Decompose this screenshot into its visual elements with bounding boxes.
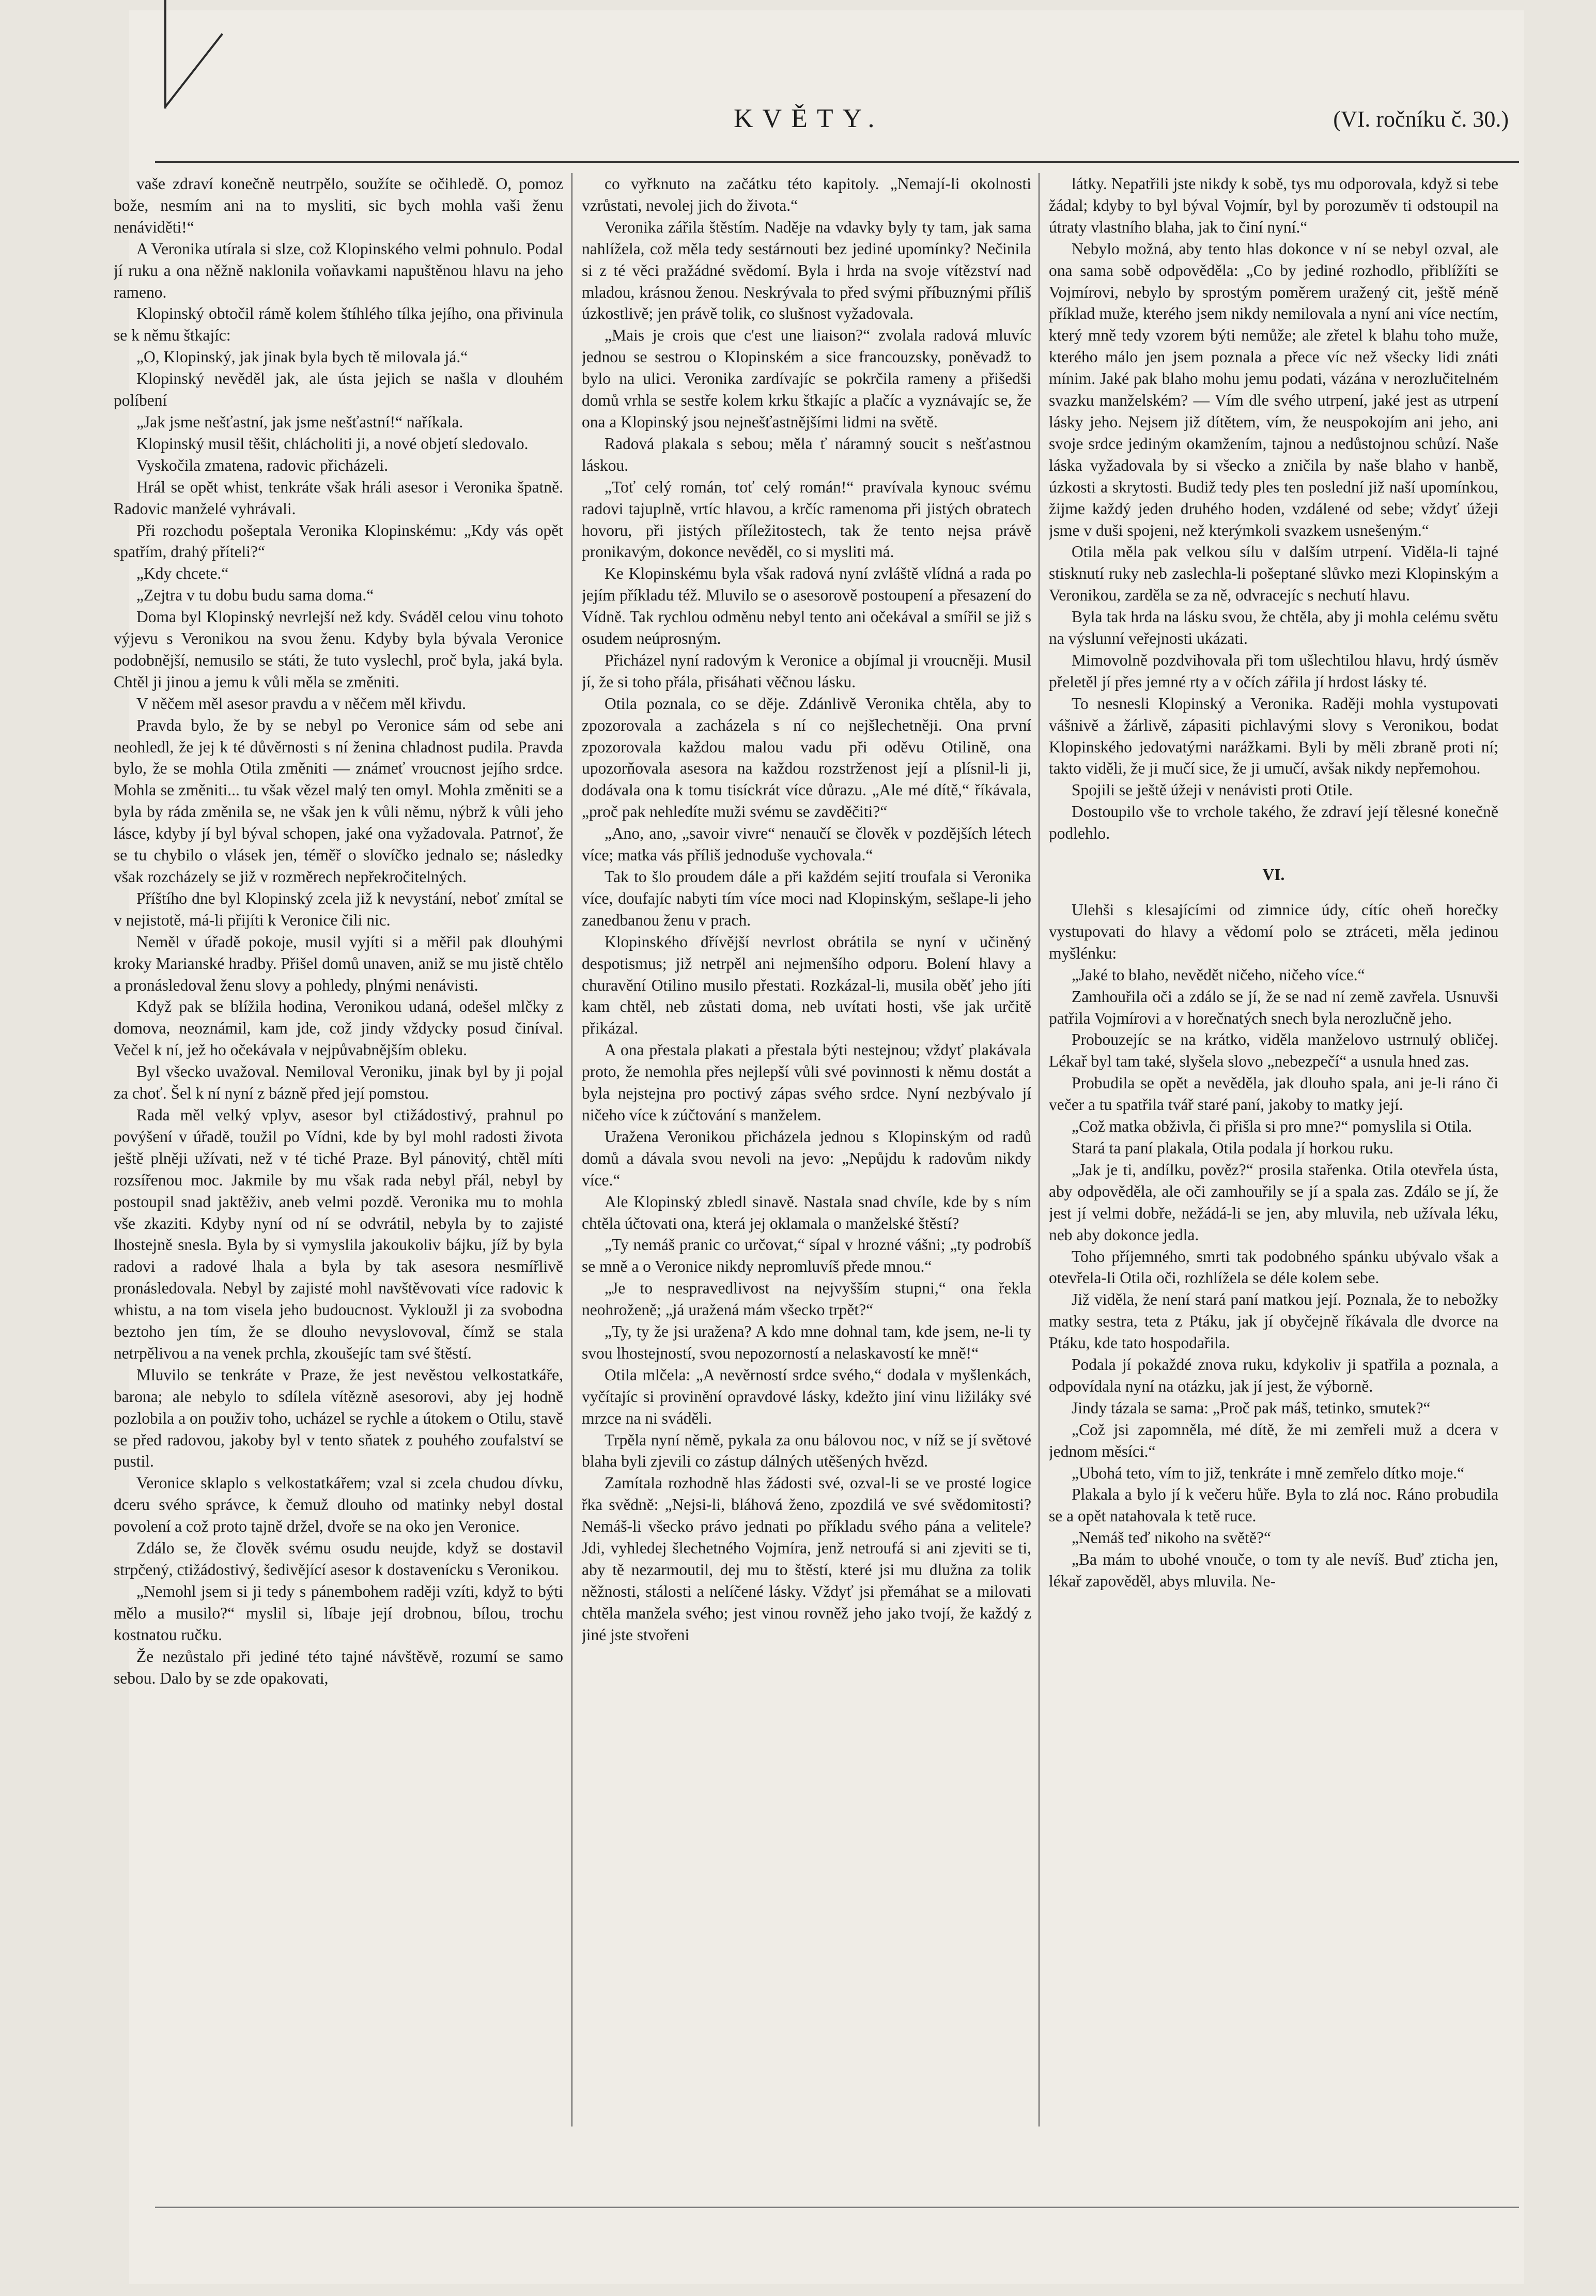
paragraph: „Ty, ty že jsi uražena? A kdo mne dohnal tam, kde jsem, ne-li ty svou lhostejností, svou nepozorností a nelaskavostí ke mně!“ [582,1322,1031,1362]
paragraph: Příštího dne byl Klopinský zcela již k nevystání, neboť zmítal se v nejistotě, má-li přijíti k Veronice čili nic. [114,889,563,929]
paragraph: Podala jí pokaždé znova ruku, kdykoliv ji spatřila a poznala, a odpovídala nyní na otázku, jak jí jest, že výborně. [1049,1355,1498,1395]
paragraph: Neměl v úřadě pokoje, musil vyjíti si a měřil pak dlouhými kroky Marianské hradby. Přišel domů unaven, aniž se mu jistě chtělo a pronásledoval ženu slovy a pohledy, plnými nenávisti. [114,932,563,994]
paragraph: „Což jsi zapomněla, mé dítě, že mi zemřeli muž a dcera v jednom měsíci.“ [1049,1420,1498,1460]
paragraph: vaše zdraví konečně neutrpělo, soužíte se očihledě. O, pomoz bože, nesmím ani na to mysliti, sic bych mohla vaši ženu nenáviděti!“ [114,175,563,236]
paragraph: A Veronika utírala si slze, což Klopinského velmi pohnulo. Podal jí ruku a ona něžně naklonila voňavkami napuštěnou hlavu na jeho rameno. [114,239,563,301]
paragraph: Zdálo se, že člověk svému osudu neujde, když se dostavil strpčený, ctižádostivý, šedivějící asesor k dostavenícku s Veronikou. [114,1539,563,1579]
paragraph: „Kdy chcete.“ [136,564,229,583]
paragraph: Klopinský obtočil rámě kolem štíhlého tílka jejího, ona přivinula se k němu štkajíc: [114,304,563,345]
paragraph: Mluvilo se tenkráte v Praze, že jest nevěstou velkostatkáře, barona; ale nebylo to sdílela vítězně asesorovi, aby jej hodně pozlobila a on použiv toho, ucházel se rychle a útokem o Otilu, stavě se před radovou, jakoby byl v tento sňatek z pouhého zoufalství se pustil. [114,1365,563,1471]
paragraph: Dostoupilo vše to vrchole takého, že zdraví její tělesné konečně podlehlo. [1049,803,1498,843]
paragraph: Trpěla nyní němě, pykala za onu bálovou noc, v níž se jí světové blaha byli zjevili co zástup dálných utěšených hvězd. [582,1430,1031,1471]
column-3 [1049,173,1498,2127]
footer-rule [155,2207,1519,2208]
masthead: KVĚTY. [734,104,884,133]
paragraph: „Nemáš teď nikoho na světě?“ [1072,1529,1271,1547]
paragraph: Radová plakala s sebou; měla ť náramný soucit s nešťastnou láskou. [582,434,1031,474]
paragraph: Pravda bylo, že by se nebyl po Veronice sám od sebe ani neohledl, že jej k té důvěrnosti s ní ženina chladnost pudila. Pravda bylo, že se mohla Otila změniti — známeť vroucnost jejího srdce. Mohla se změniti... tu však vězel malý ten omyl. Mohla změniti se a byla by ráda změnila se, ne však jen k vůli němu, nýbrž k vůli jeho lásce, kdyby jí byl býval schopen, jaké ona vyžadovala. Patrnoť, že se tu chybilo o vlásek jen, téměř o slovíčko jednalo se; následky však rozcházely se již v rozměrech nepřekročitelných. [114,716,563,886]
paragraph: Když pak se blížila hodina, Veronikou udaná, odešel mlčky z domova, neoznámil, kam jde, což jindy vždycky posud činíval. Večel k ní, jež ho očekávala v nejpůvabnějším obleku. [114,997,563,1059]
paragraph: Tak to šlo proudem dále a při každém sejití troufala si Veronika více, doufajíc nabyti tím více moci nad Klopinským, sešlape-li jeho zanedbanou ženu v prach. [582,868,1031,929]
column-divider [571,173,572,2127]
paragraph: Zamhouřila oči a zdálo se jí, že se nad ní země zavřela. Usnuvši patřila Vojmírovi a v horečnatých snech byla nerozlučně jeho. [1049,987,1498,1027]
column-divider [1039,173,1040,2127]
paragraph: „Ty nemáš pranic co určovat,“ sípal v hrozné vášni; „ty podrobíš se mně a o Veronice nikdy nepromluvíš přede mnou.“ [582,1236,1031,1276]
paragraph: „Ano, ano, „savoir vivre“ nenaučí se člověk v pozdějších létech více; matka vás příliš jednoduše vychovala.“ [582,824,1031,865]
paragraph: „Jaké to blaho, nevědět ničeho, ničeho více.“ [1072,965,1365,984]
paragraph: Toho příjemného, smrti tak podobného spánku ubývalo však a otevřela-li Otila oči, rozhlížela se déle kolem sebe. [1049,1247,1498,1287]
paragraph: Mimovolně pozdvihovala při tom ušlechtilou hlavu, hrdý úsměv přeletěl jí přes jemné rty a v očích zářila jí hrdost lásky té. [1049,651,1498,691]
paragraph: Spojili se ještě úžeji v nenávisti proti Otile. [1072,781,1353,799]
paragraph: Plakala a bylo jí k večeru hůře. Byla to zlá noc. Ráno probudila se a opět natahovala k tetě ruce. [1049,1485,1498,1525]
paragraph: Hrál se opět whist, tenkráte však hráli asesor i Veronika špatně. Radovic manželé vyhrávali. [114,477,563,518]
paragraph: Ulehši s klesajícími od zimnice údy, cítíc oheň horečky vystupovati do hlavy a vědomí polo se ztráceti, měla jedinou myšlénku: [1049,901,1498,962]
paragraph: Probudila se opět a nevěděla, jak dlouho spala, ani je-li ráno či večer a tu spatřila tvář staré paní, jakoby to matky její. [1049,1074,1498,1114]
paragraph: Veronice sklaplo s velkostatkářem; vzal si zcela chudou dívku, dceru svého správce, k čemuž dlouho od matinky nebyl dostal povolení a což proto tajně držel, dvoře se na oko jen Veronice. [114,1474,563,1536]
paragraph: A ona přestala plakati a přestala býti nestejnou; vždyť plakávala proto, že nemohla přes nejlepší vůli své povinnosti k němu dostát a byla nejstejna pro poctivý zápas svého srdce. Nyní nezbývalo jí ničeho více k zúčtování s manželem. [582,1041,1031,1124]
paragraph: Že nezůstalo při jediné této tajné návštěvě, rozumí se samo sebou. Dalo by se zde opakovati, [114,1647,563,1687]
paragraph: Byl všecko uvažoval. Nemiloval Veroniku, jinak byl by ji pojal za choť. Šel k ní nyní z bázně před její pomstou. [114,1062,563,1103]
paragraph: „Jak jsme nešťastní, jak jsme nešťastní!“ naříkala. [136,412,463,431]
paragraph: Uražena Veronikou přicházela jednou s Klopinským od radů domů a dávala svou nevoli na jevo: „Nepůjdu k radovům nikdy více.“ [582,1127,1031,1189]
paragraph: „Ba mám to ubohé vnouče, o tom ty ale nevíš. Buď zticha jen, lékař zapověděl, abys mluvila. Ne- [1049,1550,1498,1591]
section-heading: VI. [1262,866,1285,884]
page-header [176,103,1519,150]
paragraph: „Ubohá teto, vím to již, tenkráte i mně zemřelo dítko moje.“ [1072,1463,1465,1482]
paragraph: „Což matka obživla, či přišla si pro mne?“ pomyslila si Otila. [1072,1117,1473,1136]
paragraph: Otila poznala, co se děje. Zdánlivě Veronika chtěla, aby to zpozorovala a zacházela s ní co nejšlechetněji. Ona první zpozorovala každou malou vadu při oděvu Otilině, ona upozorňovala asesora na každou rozstrženost její a plísnil-li ji, dodávala ona k tomu tisíckrát více důrazu. „Ale mé dítě,“ říkávala, „proč pak nehledíte muži svému se zavděčiti?“ [582,694,1031,821]
paragraph: To nesnesli Klopinský a Veronika. Raději mohla vystupovati vášnivě a žárlivě, zápasiti pichlavými slovy s Veronikou, bodat Klopinského jedovatými narážkami. Byli by měli zbraně proti ní; takto viděli, že ji mučí sice, že ji umučí, avšak nikdy nepřemohou. [1049,694,1498,778]
issue-label: (VI. ročníku č. 30.) [1333,106,1509,132]
paragraph: Přicházel nyní radovým k Veronice a objímal ji vroucněji. Musil jí, že si toho přála, přisáhati věčnou lásku. [582,651,1031,691]
page-edge-rule [164,0,166,109]
paragraph: Klopinský musil těšit, chlácholiti ji, a nové objetí sledovalo. [136,434,529,453]
paragraph: „Je to nespravedlivost na nejvyšším stupni,“ ona řekla neohroženě; „já uražená mám všecko trpět?“ [582,1279,1031,1319]
paragraph: Při rozchodu pošeptala Veronika Klopinskému: „Kdy vás opět spatřím, drahý příteli?“ [114,521,563,561]
paragraph: Nebylo možná, aby tento hlas dokonce v ní se nebyl ozval, ale ona sama sobě odpověděla: „Co by jediné rozhodlo, přiblížíti se Vojmírovi, nebylo by sprostým poměrem uražený cit, ještě méně příklad muže, kterého jsem nikdy nemilovala a nyní ani více nectím, který mně tedy vzorem býti nemůže; ale zřetel k blahu toho muže, kterého málo jen jsem poznala a přece víc než všecky lidi znáti mínim. Jaké pak blaho mohu jemu podati, vázána v nerozlučitelném svazku manželském? — Vím dle svého utrpení, jaké jest as utrpení lásky jeho. Nejsem již dítětem, vím, že neuspokojím ani jeho, ani svoje srdce jediným okamžením, tajnou a nedůstojnou schůzí. Naše láska vyžadovala by si všecko a zničila by naše blaho v hanbě, úzkosti a skrytosti. Budiž tedy ples ten poslední již naší upomínkou, žijme každý jeden druhého hoden, vzdálené od sebe; vždyť úžeji jsme v duši spojeni, než kterýmkoli svazkem usnešeným.“ [1049,239,1498,540]
article-columns [114,173,1509,2127]
paragraph: Otila měla pak velkou sílu v dalším utrpení. Viděla-li tajné stisknutí ruky neb zaslechla-li pošeptané slůvko mezi Klopinským a Veronikou, zarděla se za ně, odvracejíc s nechutí hlavu. [1049,543,1498,605]
paragraph: Otila mlčela: „A nevěrností srdce svého,“ dodala v myšlenkách, vyčítajíc si provinění opravdové lásky, kdežto jiní vinu ližiláky své mrzce na ni sváděli. [582,1365,1031,1427]
paragraph: Probouzejíc se na krátko, viděla manželovo ustrnulý obličej. Lékař byl tam také, slyšela slovo „nebezpečí“ a usnula hned zas. [1049,1030,1498,1071]
paragraph: Ke Klopinskému byla však radová nyní zvláště vlídná a rada po jejím příkladu též. Mluvilo se o asesorově postoupení a přesazení do Vídně. Tak rychlou odměnu nebyl tento ani očekával a smířil se již s osudem neúprosným. [582,564,1031,648]
paragraph: „Nemohl jsem si ji tedy s pánembohem raději vzíti, když to býti mělo a musilo?“ myslil si, líbaje její drobnou, bílou, trochu kostnatou ručku. [114,1582,563,1644]
paragraph: Klopinského dřívější nevrlost obrátila se nyní v učiněný despotismus; již netrpěl ani nejmenšího odporu. Bolení hlavy a churavění Otilino musilo přestati. Rozkázal-li, musila oběť jeho jíti kam chtěl, neb zůstati doma, neb uvítati hosti, vše jak určitě přikázal. [582,932,1031,1038]
paragraph: Klopinský nevěděl jak, ale ústa jejich se našla v dlouhém políbení [114,369,563,410]
paragraph: Doma byl Klopinský nevrlejší než kdy. Sváděl celou vinu tohoto výjevu s Veronikou na svou ženu. Kdyby byla bývala Veronice podobnější, nemusilo se státi, že tuto vyslechl, proč byla, jaká byla. Chtěl ji jinou a jemu k vůli měla se změniti. [114,608,563,691]
paragraph: Již viděla, že není stará paní matkou její. Poznala, že to nebožky matky sestra, teta z Ptáku, jak jí obyčejně říkávala dle dvorce na Ptáku, kde tato hospodařila. [1049,1290,1498,1352]
paragraph: Vyskočila zmatena, radovic přicházeli. [136,456,389,474]
paragraph: „Jak je ti, andílku, pověz?“ prosila stařenka. Otila otevřela ústa, aby odpověděla, ale oči zamhouřily se jí a spala zas. Zdálo se jí, že jest jí velmi dobře, nežádá-li se jen, aby mluvila, neb užívala léku, neb aby dokonce jedla. [1049,1160,1498,1244]
paragraph: „O, Klopinský, jak jinak byla bych tě milovala já.“ [136,348,468,366]
header-rule [155,161,1519,163]
paragraph: Zamítala rozhodně hlas žádosti své, ozval-li se ve prosté logice řka svědně: „Nejsi-li, bláhová ženo, zpozdilá ve své svědomitosti? Nemáš-li všecko právo jednati po příkladu svého pána a velitele? Jdi, vyhledej šlechetného Vojmíra, jenž netroufá si ani zjeviti se ti, aby tě nezarmoutil, dej mu to štěstí, které jsi mu dlužna za tolik něžnosti, stálosti a nelíčené lásky. Vždyť jsi přemáhat se a milovati chtěla manžela svého; jest vinou rovněž jeho jako tvojí, že každý z jiné jste stvořeni [582,1474,1031,1644]
paragraph: látky. Nepatřili jste nikdy k sobě, tys mu odporovala, když si tebe žádal; kdyby to byl býval Vojmír, byl by porozuměv ti odstoupil na útraty vlastního blaha, jak to činí nyní.“ [1049,175,1498,236]
paragraph: „Mais je crois que c'est une liaison?“ zvolala radová mluvíc jednou se sestrou o Klopinském a sice francouzsky, poněvadž to bylo na ulici. Veronika zardívajíc se pokrčila rameny a přišedši domů vrhla se sestře kolem krku štkajíc a plačíc a vyznávajíc se, že ona a Klopinský jsou nejnešťastnějšími lidmi na světě. [582,326,1031,431]
paragraph: Ale Klopinský zbledl sinavě. Nastala snad chvíle, kde by s ním chtěla účtovati ona, která jej oklamala o manželské štěstí? [582,1192,1031,1232]
paragraph: „Zejtra v tu dobu budu sama doma.“ [136,586,374,605]
column-1 [114,173,563,2127]
column-2 [582,173,1031,2127]
paragraph: co vyřknuto na začátku této kapitoly. „Nemají-li okolnosti vzrůstati, nevolej jich do života.“ [582,175,1031,214]
paragraph: Jindy tázala se sama: „Proč pak máš, tetinko, smutek?“ [1072,1398,1431,1417]
paragraph: V něčem měl asesor pravdu a v něčem měl křivdu. [136,694,466,713]
paragraph: Byla tak hrda na lásku svou, že chtěla, aby ji mohla celému světu na výslunní veřejnosti ukázati. [1049,608,1498,648]
paragraph: Veronika zářila štěstím. Naděje na vdavky byly ty tam, jak sama nahlížela, což měla tedy sestárnouti bez jediné upomínky? Nečinila si z té věci pražádné svědomí. Byla i hrda na svoje vítězství nad mladou, krásnou ženou. Neskrývala to před svými příbuznými příliš úzkostlivě; jen právě tolik, co slušnost vyžadovala. [582,218,1031,323]
paragraph: „Toť celý román, toť celý román!“ pravívala kynouc svému radovi tajuplně, vrtíc hlavou, a krčíc ramenoma při jistých obratech hovoru, při jistých příležitostech, tak že tento nejsa právě pronikavým, dokonce nevěděl, co si mysliti má. [582,477,1031,561]
paragraph: Stará ta paní plakala, Otila podala jí horkou ruku. [1072,1138,1393,1157]
paragraph: Rada měl velký vplyv, asesor byl ctižádostivý, prahnul po povýšení v úřadě, toužil po Vídni, kde by byl mohl radosti života ještě plněji užívati, než v té tiché Praze. Byl pánovitý, chtěl míti rozsířenou moc. Jakmile by mu však rada nebyl přál, nebyl by postoupil snad jaktěživ, aneb velmi pozdě. Veronika mu to mohla vše zkaziti. Kdyby nyní od ní se odvrátil, nebyla by to zajisté lhostejně snesla. Byla by si vymyslila jakoukoliv bájku, jíž by byla radovi a radové lhala a byla by tak asesora nesmířlivě pronásledovala. Nebyl by zajisté mohl navštěvovati více radovic k whistu, a na tom visela jeho budoucnost. Vykloužl ji za svobodna beztoho jen tím, že se dlouho nevyslovoval, čímž se stala netrpělivou a na venek prchla, zkoušejíc tam své štěstí. [114,1105,563,1362]
